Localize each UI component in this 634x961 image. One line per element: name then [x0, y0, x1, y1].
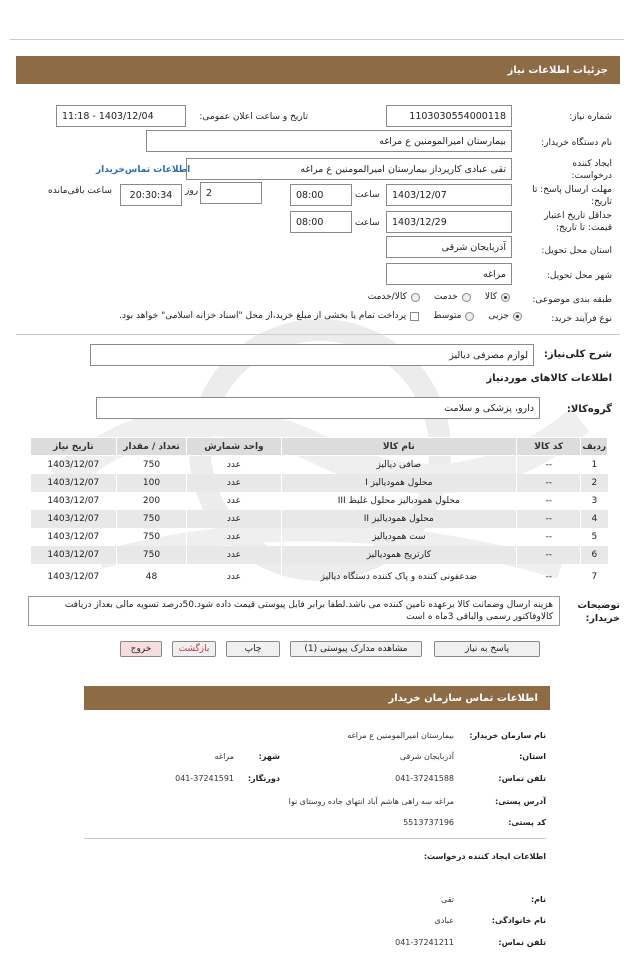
creator-info-title: اطلاعات ایجاد کننده درخواست:: [423, 852, 546, 861]
table-row: [31, 528, 608, 546]
cell-code: --: [517, 456, 581, 474]
category-option-goods[interactable]: کالا: [485, 292, 510, 302]
radio-icon: [465, 312, 474, 321]
province-label: استان محل تحویل:: [541, 246, 612, 256]
cell-code: --: [517, 546, 581, 564]
need-number-label: شماره نیاز:: [569, 112, 612, 122]
cell-date: 1403/12/07: [31, 492, 117, 510]
deadline-label: مهلت ارسال پاسخ: تا تاریخ:: [532, 185, 612, 207]
days-label: روز: [185, 186, 199, 196]
cell-row: 1: [581, 456, 608, 474]
exit-button[interactable]: خروج: [120, 641, 162, 657]
items-body: [31, 456, 608, 590]
creator-phone-label: تلفن تماس:: [498, 938, 546, 947]
deadline-time-field: 08:00: [290, 184, 352, 206]
cell-name: محلول همودیالیز I: [281, 474, 517, 492]
attachments-button[interactable]: مشاهده مدارک پیوستی (1): [290, 641, 422, 657]
process-option-medium[interactable]: متوسط: [433, 311, 474, 321]
cell-code: --: [517, 474, 581, 492]
validity-time-label: ساعت: [355, 218, 380, 228]
creator-name-label: نام:: [530, 895, 546, 904]
cell-unit: عدد: [187, 456, 281, 474]
process-label: نوع فرآیند خرید:: [551, 314, 612, 324]
process-option-minor[interactable]: جزیی: [488, 311, 522, 321]
cell-row: 7: [581, 564, 608, 590]
contact-header: [84, 686, 550, 710]
col-date: تاریخ نیاز: [31, 438, 117, 456]
cell-name: محلول همودیالیز محلول غلیظ III: [281, 492, 517, 510]
contact-fax-label: دورنگار:: [247, 774, 280, 783]
cell-name: ضدعفونی کننده و پاک کننده دستگاه دیالیز: [281, 564, 517, 590]
table-row: [31, 546, 608, 564]
cell-qty: 100: [116, 474, 187, 492]
contact-phone-label: تلفن تماس:: [498, 774, 546, 783]
creator-family-value: عبادی: [434, 916, 454, 925]
contact-fax-value: 041-37241591: [175, 774, 234, 783]
cell-unit: عدد: [187, 510, 281, 528]
radio-icon: [411, 293, 420, 302]
group-field: دارو، پزشکی و سلامت: [96, 397, 540, 419]
creator-field: تقی عبادی کارپرداز بیمارستان امیرالمومنین ع مراغه: [186, 158, 512, 180]
col-row: ردیف: [581, 438, 608, 456]
cell-name: ست همودیالیز: [281, 528, 517, 546]
contact-phone-value: 041-37241588: [395, 774, 454, 783]
cell-qty: 750: [116, 528, 187, 546]
cell-qty: 750: [116, 510, 187, 528]
cell-row: 5: [581, 528, 608, 546]
remaining-field: 20:30:34: [120, 184, 182, 206]
remaining-label: ساعت باقی‌مانده: [48, 186, 112, 196]
cell-qty: 200: [116, 492, 187, 510]
cell-row: 6: [581, 546, 608, 564]
creator-label: ایجاد کننده درخواست:: [571, 159, 612, 181]
validity-date-field: 1403/12/29: [386, 211, 512, 233]
summary-field: لوازم مصرفی دیالیز: [90, 344, 534, 366]
cell-date: 1403/12/07: [31, 456, 117, 474]
table-row: [31, 492, 608, 510]
cell-code: --: [517, 564, 581, 590]
contact-province-value: آذربایجان شرقی: [399, 752, 454, 761]
validity-time-field: 08:00: [290, 211, 352, 233]
cell-qty: 750: [116, 456, 187, 474]
contact-city-value: مراغه: [214, 752, 234, 761]
creator-phone-value: 041-37241211: [395, 938, 454, 947]
radio-icon: [462, 293, 471, 302]
notes-label: توضیحات خریدار:: [577, 600, 620, 624]
cell-date: 1403/12/07: [31, 474, 117, 492]
group-label: گروه‌کالا:: [566, 404, 612, 415]
cell-unit: عدد: [187, 564, 281, 590]
cell-unit: عدد: [187, 492, 281, 510]
contact-title: اطلاعات تماس سازمان خریدار: [388, 692, 538, 704]
summary-label: شرح کلی‌نیاز:: [543, 349, 612, 360]
contact-org-label: نام سازمان خریدار:: [469, 731, 546, 740]
category-radio-group: [368, 292, 510, 302]
page-title: جزئیات اطلاعات نیاز: [507, 64, 608, 76]
cell-row: 3: [581, 492, 608, 510]
items-title: اطلاعات کالاهای موردنیاز: [486, 373, 612, 384]
reply-button[interactable]: پاسخ به نیاز: [434, 641, 540, 657]
checkbox-icon: [410, 312, 419, 321]
cell-unit: عدد: [187, 528, 281, 546]
cell-date: 1403/12/07: [31, 528, 117, 546]
creator-family-label: نام خانوادگی:: [491, 916, 546, 925]
cell-code: --: [517, 510, 581, 528]
province-field: آذربایجان شرقی: [386, 236, 512, 258]
need-number-field: 1103030554000118: [386, 105, 512, 127]
cell-row: 2: [581, 474, 608, 492]
contact-address-label: آدرس پستی:: [495, 797, 546, 806]
page-header: [16, 56, 620, 84]
cell-name: کارتریج همودیالیز: [281, 546, 517, 564]
category-option-goods-service[interactable]: کالا/خدمت: [368, 292, 420, 302]
buyer-org-label: نام دستگاه خریدار:: [541, 138, 612, 148]
table-row: [31, 564, 608, 590]
category-label: طبقه بندی موضوعی:: [532, 295, 612, 305]
radio-selected-icon: [513, 312, 522, 321]
announce-field: 1403/12/04 - 11:18: [56, 105, 186, 127]
col-code: کد کالا: [517, 438, 581, 456]
table-row: [31, 510, 608, 528]
cell-unit: عدد: [187, 474, 281, 492]
cell-date: 1403/12/07: [31, 546, 117, 564]
contact-org-value: بیمارستان امیرالمومنین ع مراغه: [347, 731, 454, 740]
cell-name: محلول همودیالیز II: [281, 510, 517, 528]
buyer-org-field: بیمارستان امیرالمومنین ع مراغه: [146, 130, 512, 152]
cell-date: 1403/12/07: [31, 510, 117, 528]
city-label: شهر محل تحویل:: [546, 271, 612, 281]
creator-name-value: تقی: [441, 895, 454, 904]
city-field: مراغه: [386, 263, 512, 285]
buyer-contact-link[interactable]: اطلاعات تماس‌خریدار: [96, 165, 191, 175]
category-option-service[interactable]: خدمت: [434, 292, 471, 302]
contact-postal-value: 5513737196: [403, 818, 454, 827]
days-field: 2: [200, 182, 262, 204]
contact-city-label: شهر:: [258, 752, 280, 761]
announce-label: تاریخ و ساعت اعلان عمومی:: [199, 112, 308, 122]
cell-date: 1403/12/07: [31, 564, 117, 590]
process-radio-group: [119, 311, 522, 321]
cell-code: --: [517, 492, 581, 510]
table-row: [31, 474, 608, 492]
back-button[interactable]: بازگشت: [172, 641, 216, 657]
cell-row: 4: [581, 510, 608, 528]
cell-name: صافی دیالیز: [281, 456, 517, 474]
validity-label: حداقل تاریخ اعتبار قیمت: تا تاریخ:: [544, 211, 612, 233]
deadline-date-field: 1403/12/07: [386, 184, 512, 206]
treasury-option[interactable]: پرداخت تمام یا بخشی از مبلغ خرید،از محل "اسناد خزانه اسلامی" خواهد بود.: [119, 311, 419, 321]
cell-qty: 48: [116, 564, 187, 590]
items-table: [30, 437, 608, 590]
table-header-row: [31, 438, 608, 456]
contact-address-value: مراغه سه راهی هاشم آباد انتهای جاده روستای نوا: [288, 797, 454, 806]
contact-province-label: استان:: [519, 752, 546, 761]
contact-postal-label: کد پستی:: [508, 818, 546, 827]
print-button[interactable]: چاپ: [226, 641, 280, 657]
table-row: [31, 456, 608, 474]
col-name: نام کالا: [281, 438, 517, 456]
col-qty: تعداد / مقدار: [116, 438, 187, 456]
cell-qty: 750: [116, 546, 187, 564]
cell-unit: عدد: [187, 546, 281, 564]
radio-selected-icon: [501, 293, 510, 302]
deadline-time-label: ساعت: [355, 190, 380, 200]
cell-code: --: [517, 528, 581, 546]
col-unit: واحد شمارش: [187, 438, 281, 456]
notes-field: هزینه ارسال وضمانت کالا برعهده تامین کننده می باشد.لطفا برابر فایل پیوستی قیمت داده شود.50درصد تسویه مالی بعداز دریافت کالاوفاکتور رسمی والباقی 3ماه ه است: [28, 596, 560, 626]
